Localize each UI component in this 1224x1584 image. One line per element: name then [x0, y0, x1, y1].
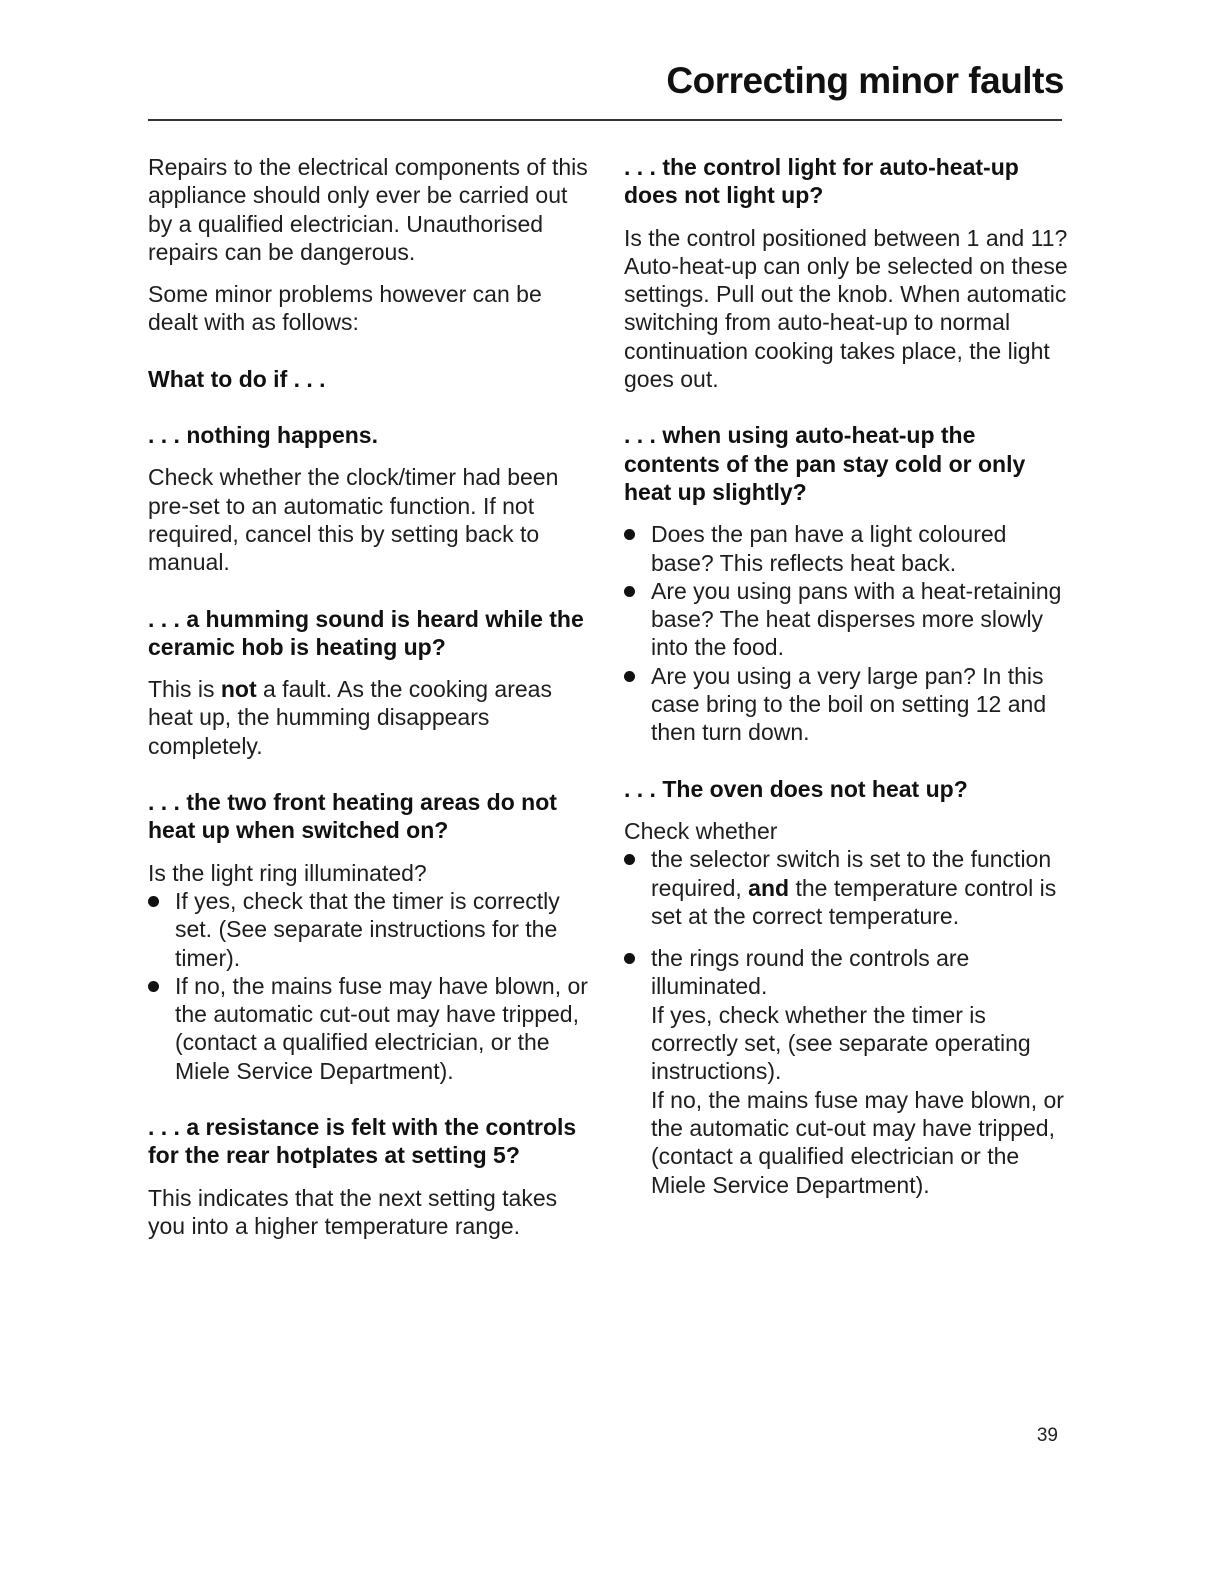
text-span: the temperature control is set at the correct temperature. [651, 874, 1057, 929]
bullet-icon [624, 586, 635, 597]
text-span: the selector switch is set to the function required, [651, 846, 1052, 901]
text-span: a fault. As the cooking areas heat up, the humming disappears completely. [148, 676, 552, 759]
list-item-subtext-yes: If yes, check whether the timer is correctly set, (see separate operating instructions). [651, 1001, 1031, 1085]
fault-heading-pan-cold: . . . when using auto-heat-up the contents of the pan stay cold or only heat up slightly? [624, 422, 1026, 505]
list-item-text: the rings round the controls are illuminated. [651, 945, 970, 1000]
fault-text-humming-sound [148, 675, 593, 760]
fault-heading-nothing-happens: . . . nothing happens. [148, 422, 378, 449]
left-column [148, 153, 593, 1254]
list-item [624, 845, 1074, 930]
list-item [624, 662, 1074, 747]
page-number: 39 [1036, 1425, 1058, 1446]
bullet-icon [148, 896, 159, 907]
bullet-icon [624, 953, 635, 964]
list-item-subtext-no: If no, the mains fuse may have blown, or the automatic cut-out may have tripped, (contact a qualified electrician or the Miele Service Department). [651, 1086, 1064, 1198]
bullet-list [148, 887, 593, 1085]
emphasis-and: and [748, 874, 790, 901]
list-item-text: Are you using pans with a heat-retaining base? The heat disperses more slowly into the food. [651, 577, 1062, 661]
intro-paragraph: Repairs to the electrical components of this appliance should only ever be carried out by a qualified electrician. Unauthorised repairs can be dangerous. [148, 154, 588, 265]
text-span: This is [148, 676, 221, 703]
fault-intro-check-whether: Check whether [624, 817, 778, 844]
right-column [624, 153, 1074, 1213]
fault-heading-front-areas: . . . the two front heating areas do not heat up when switched on? [148, 789, 557, 844]
list-item [624, 944, 1074, 1199]
intro-paragraph-2: Some minor problems however can be dealt with as follows: [148, 281, 542, 336]
fault-heading-oven: . . . The oven does not heat up? [624, 775, 968, 802]
fault-text-control-light: Is the control positioned between 1 and 11? Auto-heat-up can only be selected on these settings. Pull out the knob. When automatic switching from auto-heat-up to normal continuation cooking takes place, the light goes out. [624, 224, 1068, 393]
list-item-text: Are you using a very large pan? In this case bring to the boil on setting 12 and then turn down. [651, 662, 1047, 746]
fault-intro-light-ring: Is the light ring illuminated? [148, 859, 427, 886]
fault-heading-resistance: . . . a resistance is felt with the controls for the rear hotplates at setting 5? [148, 1114, 577, 1169]
list-item [148, 887, 593, 972]
list-item [624, 520, 1074, 577]
bullet-icon [624, 854, 635, 865]
list-item [148, 972, 593, 1085]
bullet-icon [624, 529, 635, 540]
bullet-list [624, 845, 1074, 1199]
bullet-list [624, 520, 1074, 746]
bullet-icon [148, 981, 159, 992]
list-item-text: If no, the mains fuse may have blown, or the automatic cut-out may have tripped, (contact a qualified electrician, or the Miele Service Department). [175, 972, 588, 1084]
emphasis-not: not [220, 676, 257, 703]
fault-heading-control-light: . . . the control light for auto-heat-up does not light up? [624, 154, 1019, 209]
bullet-icon [624, 671, 635, 682]
what-to-do-heading: What to do if . . . [148, 365, 326, 392]
title-divider [148, 119, 1062, 121]
list-item-text: If yes, check that the timer is correctly set. (See separate instructions for the timer). [175, 887, 560, 971]
fault-heading-humming-sound: . . . a humming sound is heard while the ceramic hob is heating up? [148, 605, 584, 660]
page-title: Correcting minor faults [666, 60, 1064, 101]
list-item [624, 577, 1074, 662]
fault-text-resistance: This indicates that the next setting takes you into a higher temperature range. [148, 1184, 558, 1239]
fault-text-nothing-happens: Check whether the clock/timer had been pre-set to an automatic function. If not required, cancel this by setting back to manual. [148, 464, 559, 576]
list-item-text: Does the pan have a light coloured base? This reflects heat back. [651, 521, 1007, 576]
